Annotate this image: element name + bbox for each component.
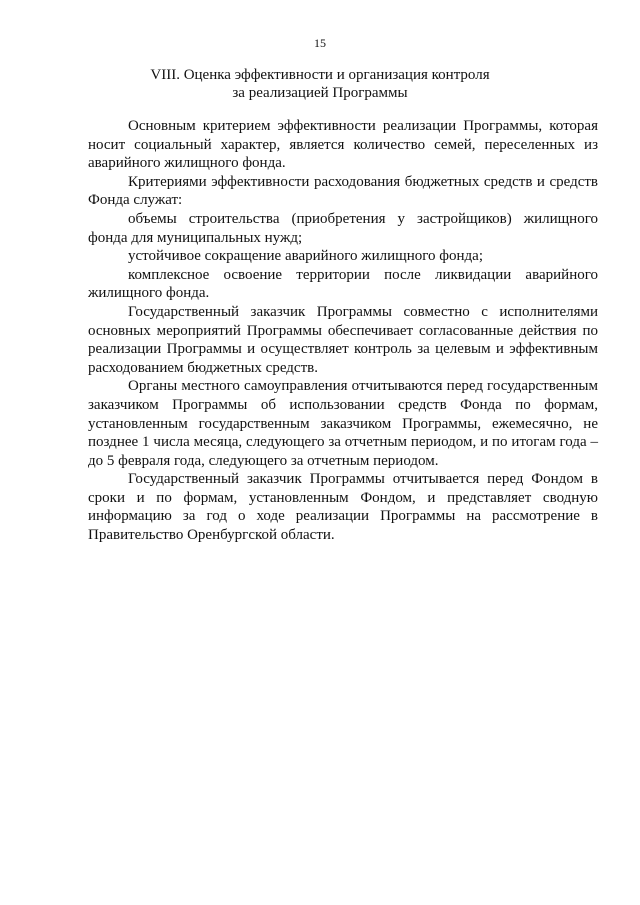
paragraph-state-customer-control: Государственный заказчик Программы совместно с исполнителями основных мероприятий Программы обеспечивает согласованные действия по реализации Программы и осуществляет контроль за целевым и эффективным расходованием бюджетных средств. <box>88 303 598 376</box>
paragraph-criterion-reduction: устойчивое сокращение аварийного жилищного фонда; <box>128 248 483 265</box>
section-title <box>60 66 580 102</box>
section-title-line-1: VIII. Оценка эффективности и организация контроля <box>150 67 490 83</box>
paragraph-criterion-construction: объемы строительства (приобретения у застройщиков) жилищного фонда для муниципальных нужд; <box>88 210 598 246</box>
section-title-line-2: за реализацией Программы <box>232 85 408 101</box>
paragraph-local-reporting: Органы местного самоуправления отчитываются перед государственным заказчиком Программы об использовании средств Фонда по формам, установленным государственным заказчиком Программы, ежемесячно, не позднее 1 числа месяца, следующего за отчетным периодом, и по итогам года – до 5 февраля года, следующего за отчетным периодом. <box>88 378 598 469</box>
page-number: 15 <box>314 36 326 50</box>
body-text <box>88 117 598 545</box>
paragraph-fund-reporting: Государственный заказчик Программы отчитывается перед Фондом в сроки и по формам, установленным Фондом, и представляет сводную информацию за год о ходе реализации Программы на рассмотрение в Правительство Оренбургской области. <box>88 471 598 544</box>
paragraph-criterion-territory: комплексное освоение территории после ликвидации аварийного жилищного фонда. <box>88 266 598 302</box>
paragraph-main-criterion: Основным критерием эффективности реализации Программы, которая носит социальный характер, является количество семей, переселенных из аварийного жилищного фонда. <box>88 118 598 172</box>
paragraph-criteria-intro: Критериями эффективности расходования бюджетных средств и средств Фонда служат: <box>88 173 598 209</box>
